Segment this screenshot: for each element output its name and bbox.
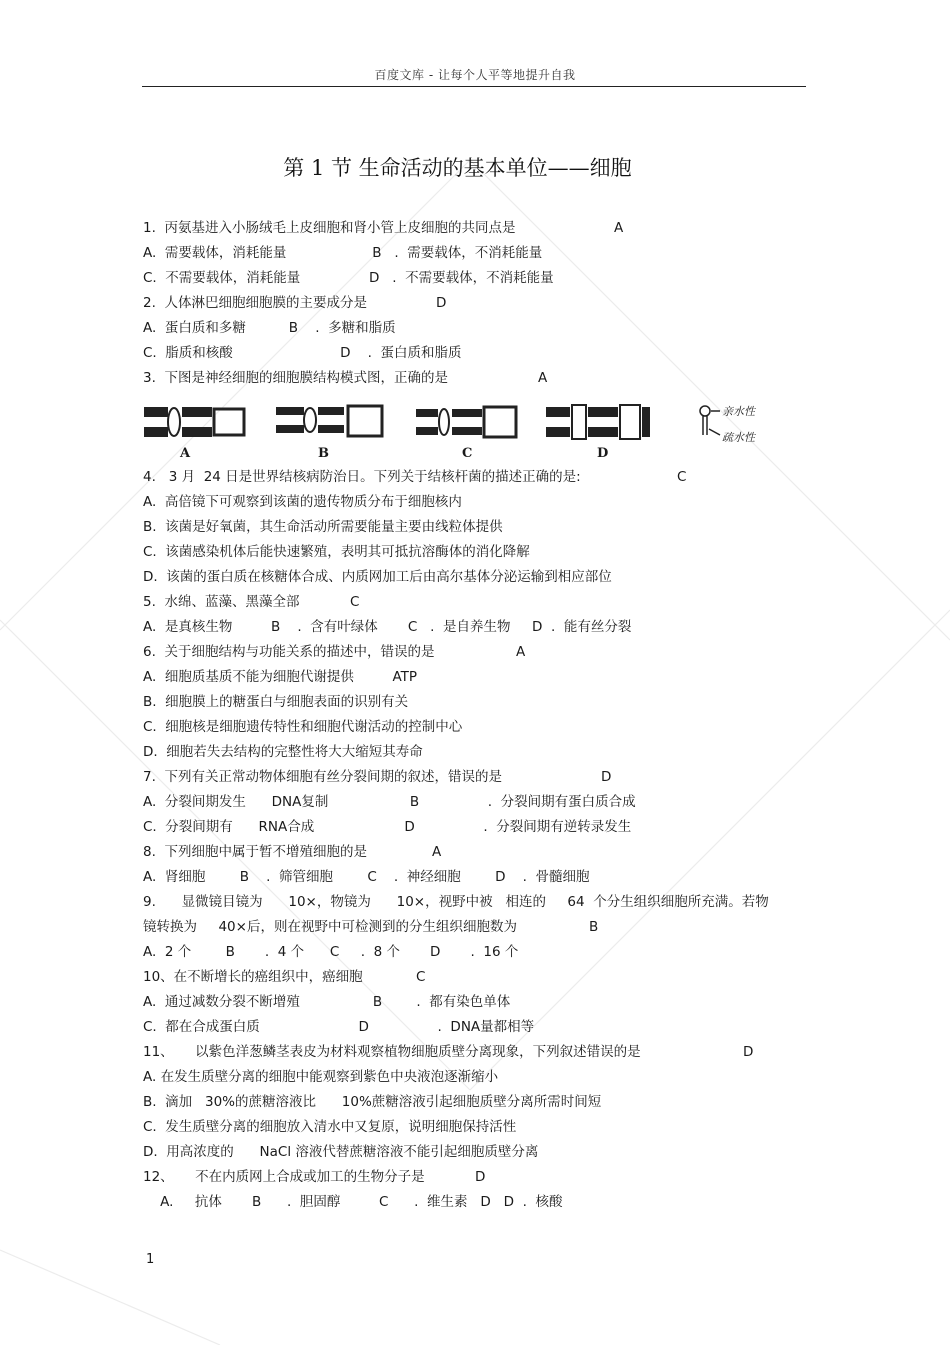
page-header: 百度文库 - 让每个人平等地提升自我: [374, 68, 576, 82]
question-line: C. 脂质和核酸 D . 蛋白质和脂质: [143, 345, 462, 361]
question-line: C. 该菌感染机体后能快速繁殖，表明其可抵抗溶酶体的消化降解: [143, 544, 530, 560]
answer-key: D: [475, 1169, 486, 1185]
question-line: B. 该菌是好氧菌，其生命活动所需要能量主要由线粒体提供: [143, 519, 503, 535]
question-line: A. 在发生质壁分离的细胞中能观察到紫色中央液泡逐渐缩小: [143, 1069, 499, 1085]
question-line: A. 蛋白质和多糖 B . 多糖和脂质: [143, 320, 396, 336]
answer-key: D: [601, 769, 612, 785]
question-line: D. 该菌的蛋白质在核糖体合成、内质网加工后由高尔基体分泌运输到相应部位: [143, 569, 612, 585]
question-line: B. 细胞膜上的糖蛋白与细胞表面的识别有关: [143, 694, 409, 710]
answer-key: A: [516, 644, 526, 660]
question-line: C. 都在合成蛋白质 D . DNA量都相等: [143, 1019, 535, 1035]
membrane-option-a: [144, 407, 244, 437]
question-line: 5. 水绵、蓝藻、黑藻全部: [143, 594, 300, 610]
question-line: C. 不需要载体，消耗能量 D . 不需要载体，不消耗能量: [143, 270, 554, 286]
membrane-option-d: [546, 405, 650, 439]
question-line: 2. 人体淋巴细胞细胞膜的主要成分是: [143, 295, 367, 311]
question-line: 4. 3 月 24 日是世界结核病防治日。下列关于结核杆菌的描述正确的是:: [143, 469, 581, 485]
question-line: D. 细胞若失去结构的完整性将大大缩短其寿命: [143, 744, 423, 760]
membrane-option-b: [276, 406, 382, 436]
phospholipid-legend: [700, 406, 720, 435]
header-divider: [142, 86, 806, 87]
question-line: A. 分裂间期发生 DNA复制 B . 分裂间期有蛋白质合成: [143, 794, 636, 810]
question-line: A. 需要载体，消耗能量 B . 需要载体，不消耗能量: [143, 245, 543, 261]
question-line: A. 抗体 B . 胆固醇 C . 维生素 D D . 核酸: [143, 1194, 563, 1210]
figure-label-b: B: [318, 446, 329, 461]
answer-key: C: [677, 469, 687, 485]
page-title: 第 1 节 生命活动的基本单位——细胞: [283, 156, 632, 180]
answer-key: C: [416, 969, 426, 985]
question-line: 3. 下图是神经细胞的细胞膜结构模式图，正确的是: [143, 370, 448, 386]
question-line: A. 通过减数分裂不断增殖 B . 都有染色单体: [143, 994, 511, 1010]
figure-label-d: D: [597, 446, 609, 461]
figure-label-c: C: [462, 446, 473, 461]
legend-hydrophobic: 疏水性: [722, 431, 755, 444]
question-line: A. 细胞质基质不能为细胞代谢提供 ATP: [143, 669, 418, 685]
question-line: A. 高倍镜下可观察到该菌的遗传物质分布于细胞核内: [143, 494, 462, 510]
membrane-option-c: [416, 407, 516, 437]
question-line: 10、在不断增长的癌组织中，癌细胞: [143, 969, 363, 985]
question-line: A. 2 个 B . 4 个 C . 8 个 D . 16 个: [143, 944, 519, 960]
membrane-diagram: [140, 403, 820, 463]
question-line: 7. 下列有关正常动物体细胞有丝分裂间期的叙述，错误的是: [143, 769, 502, 785]
question-line: 1. 丙氨基进入小肠绒毛上皮细胞和肾小管上皮细胞的共同点是: [143, 220, 516, 236]
question-line: 6. 关于细胞结构与功能关系的描述中，错误的是: [143, 644, 435, 660]
answer-key: A: [432, 844, 442, 860]
question-line: C. 分裂间期有 RNA合成 D . 分裂间期有逆转录发生: [143, 819, 632, 835]
question-line: A. 肾细胞 B . 筛管细胞 C . 神经细胞 D . 骨髓细胞: [143, 869, 590, 885]
question-line: C. 发生质壁分离的细胞放入清水中又复原，说明细胞保持活性: [143, 1119, 517, 1135]
answer-key: B: [589, 919, 599, 935]
question-line: 镜转换为 40×后，则在视野中可检测到的分生组织细胞数为: [143, 919, 517, 935]
answer-key: C: [350, 594, 360, 610]
legend-hydrophilic: 亲水性: [722, 405, 755, 418]
answer-key: A: [614, 220, 624, 236]
question-line: D. 用高浓度的 NaCl 溶液代替蔗糖溶液不能引起细胞质壁分离: [143, 1144, 539, 1160]
answer-key: A: [538, 370, 548, 386]
question-line: 8. 下列细胞中属于暂不增殖细胞的是: [143, 844, 367, 860]
answer-key: D: [743, 1044, 754, 1060]
question-line: 9. 显微镜目镜为 10×，物镜为 10×，视野中被 相连的 64 个分生组织细胞所充满。若物: [143, 894, 769, 910]
question-line: 11、 以紫色洋葱鳞茎表皮为材料观察植物细胞质壁分离现象，下列叙述错误的是: [143, 1044, 641, 1060]
question-line: A. 是真核生物 B . 含有叶绿体 C . 是自养生物 D . 能有丝分裂: [143, 619, 632, 635]
figure-label-a: A: [180, 446, 191, 461]
question-line: B. 滴加 30%的蔗糖溶液比 10%蔗糖溶液引起细胞质壁分离所需时间短: [143, 1094, 602, 1110]
question-line: C. 细胞核是细胞遗传特性和细胞代谢活动的控制中心: [143, 719, 463, 735]
answer-key: D: [436, 295, 447, 311]
page-number: 1: [146, 1252, 155, 1267]
question-line: 12、 不在内质网上合成或加工的生物分子是: [143, 1169, 425, 1185]
